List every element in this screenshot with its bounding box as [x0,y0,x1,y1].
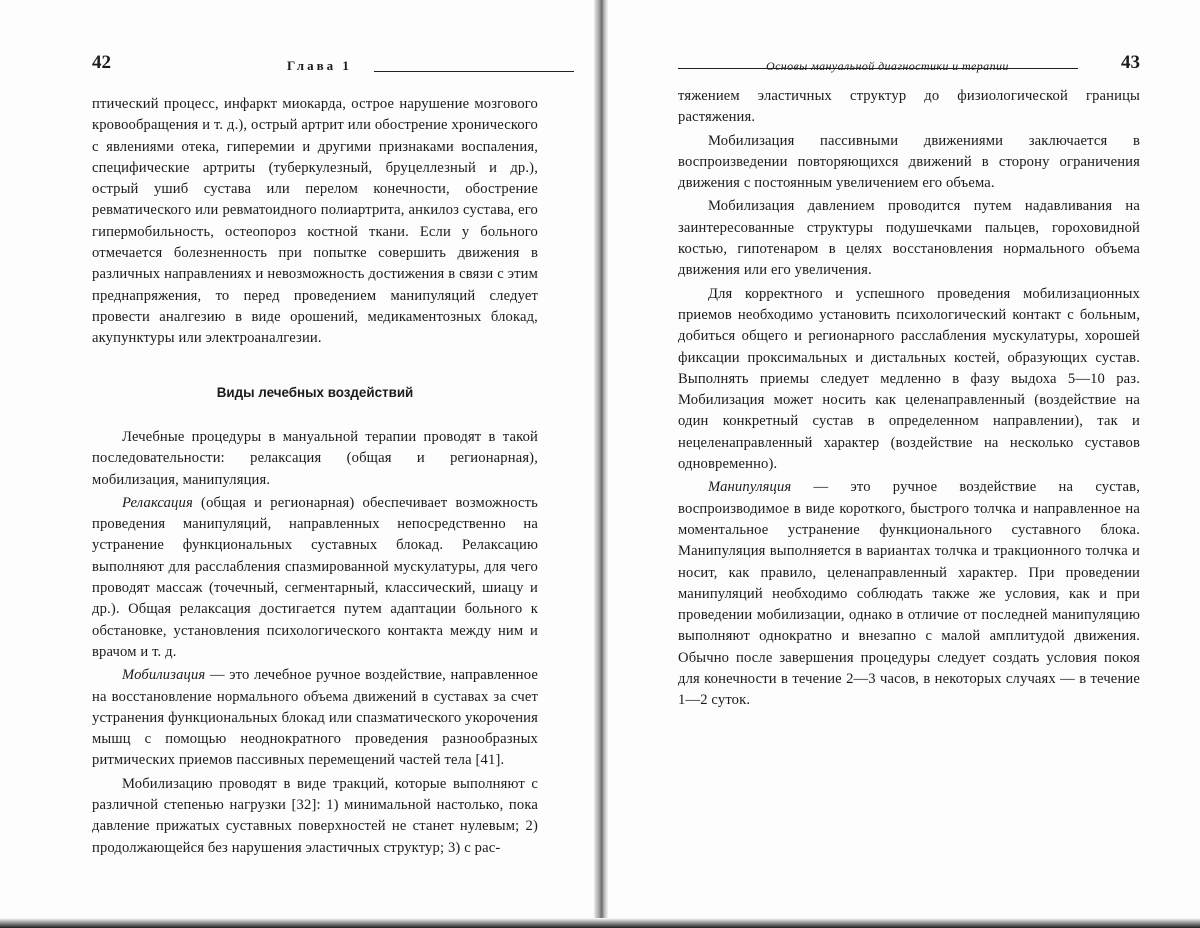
paragraph-procedures [92,427,538,491]
paragraph-text: Мобилизация давлением проводится путем надавливания на заинтересованные структуры подушечками пальцев, гороховидной костью, гипотенаром в целях восстановления нормального объема движения или его увеличения. [678,198,1140,279]
paragraph-text: Лечебные процедуры в мануальной терапии проводят в такой последовательности: релаксация (общая и регионарная), мобилизация, манипуляция. [92,429,538,488]
continued-paragraph: птический процесс, инфаркт миокарда, острое нарушение мозгового кровообращения и т. д.), острый артрит или обострение хронического с явлениями отека, гиперемии и другими признаками воспаления, специфические артриты (туберкулезный, бруцеллезный и др.), острый ушиб сустава или перелом конечности, обострение ревматического или ревматоидного полиартрита, анкилоз сустава, его гипермобильность, остеопороз костной ткани. Если у больного отмечается болезненность при попытке совершить движения в различных направлениях и невозможность достижения в связи с этим преднапряжения, то перед проведением манипуляций следует провести аналгезию в виде орошений, медикаментозных блокад, акупунктуры или электроаналгезии. [92,96,538,347]
right-page [600,0,1200,928]
paragraph-text: — это ручное воздействие на сустав, воспроизводимое в виде короткого, быстрого толчка и направленное на моментальное устранение функционального суставного блока. Манипуляция выполняется в вариантах толчка и тракционного толчка и носит, как правило, целенаправленный характер. При проведении манипуляций необходимо соблюдать также же условия, как и при проведении мобилизации, однако в отличие от последней манипуляцию выполняют однократно и внезапно с малой амплитудой движения. Обычно после завершения процедуры следует создать условия покоя для конечности в течение 2—3 часов, в некоторых случаях — в течение 1—2 суток. [678,479,1140,709]
paragraph-text: (общая и регионарная) обеспечивает возможность проведения манипуляций, направленных непосредственно на устранение функциональных суставных блокад. Релаксацию выполняют для расслабления спазмированной мускулатуры, для чего проводят массаж (точечный, сегментарный, классический, шиацу и др.). Общая релаксация достигается путем адаптации больного к обстановке, установления психологического контакта между ним и врачом и т. д. [92,494,538,660]
right-page-number: 43 [1121,52,1140,73]
bottom-shadow [0,918,1200,928]
paragraph-text: Мобилизация пассивными движениями заключается в воспроизведении повторяющихся движений в сторону ограничения движения с постоянным увеличением его объема. [678,132,1140,192]
paragraph-passive-mobilization [678,131,1140,195]
right-body [678,86,1140,714]
left-head-rule [374,71,574,72]
book-section-title: Основы мануальной диагностики и терапии [766,59,1009,73]
left-running-head [92,52,532,74]
book-gutter [594,0,608,928]
term-relaxation: Релаксация [122,494,193,511]
right-head-rule [678,68,1078,69]
chapter-title: Глава 1 [287,58,352,73]
section-heading: Виды лечебных воздействий [216,385,414,400]
left-body-lower [92,427,538,861]
term-mobilization: Мобилизация [122,667,206,684]
paragraph-relaxation [92,493,538,663]
paragraph-text: Мобилизацию проводят в виде тракций, которые выполняют с различной степенью нагрузки [32]: 1) минимальной настолько, пока давление прижатых суставных поверхностей не станет нулевым; 2) продолжающейся без нарушения эластичных структур; 3) с рас- [92,775,538,856]
paragraph-text: тяжением эластичных структур до физиологической границы растяжения. [678,88,1140,126]
left-body-upper [92,94,538,352]
paragraph-pressure-mobilization [678,196,1140,281]
paragraph-continued [678,86,1140,129]
paragraph-mobilization [92,665,538,771]
left-page-number: 42 [92,52,111,73]
paragraph-manipulation [678,477,1140,711]
paragraph-text: Для корректного и успешного проведения мобилизационных приемов необходимо установить психологический контакт с больным, добиться общего и регионарного расслабления мускулатуры, хорошей фиксации проксимальных и дистальных костей, образующих сустав. Выполнять приемы следует медленно в фазу выдоха 5—10 раз. Мобилизация может носить как целенаправленный (воздействие на один конкретный сустав в определенном направлении), так и нецеленаправленный характер (воздействие на несколько суставов одновременно). [678,285,1140,473]
paragraph-text: — это лечебное ручное воздействие, направленное на восстановление нормального объема движений в суставах за счет устранения функциональных блокад или спазматического укорочения мышц с помощью неоднократного проведения разнообразных ритмических приемов пассивных перемещений частей тела [41]. [92,667,538,769]
right-running-head [678,52,1140,74]
paragraph-mobilization-technique [678,284,1140,476]
term-manipulation: Манипуляция [708,479,792,496]
paragraph-traction [92,774,538,859]
